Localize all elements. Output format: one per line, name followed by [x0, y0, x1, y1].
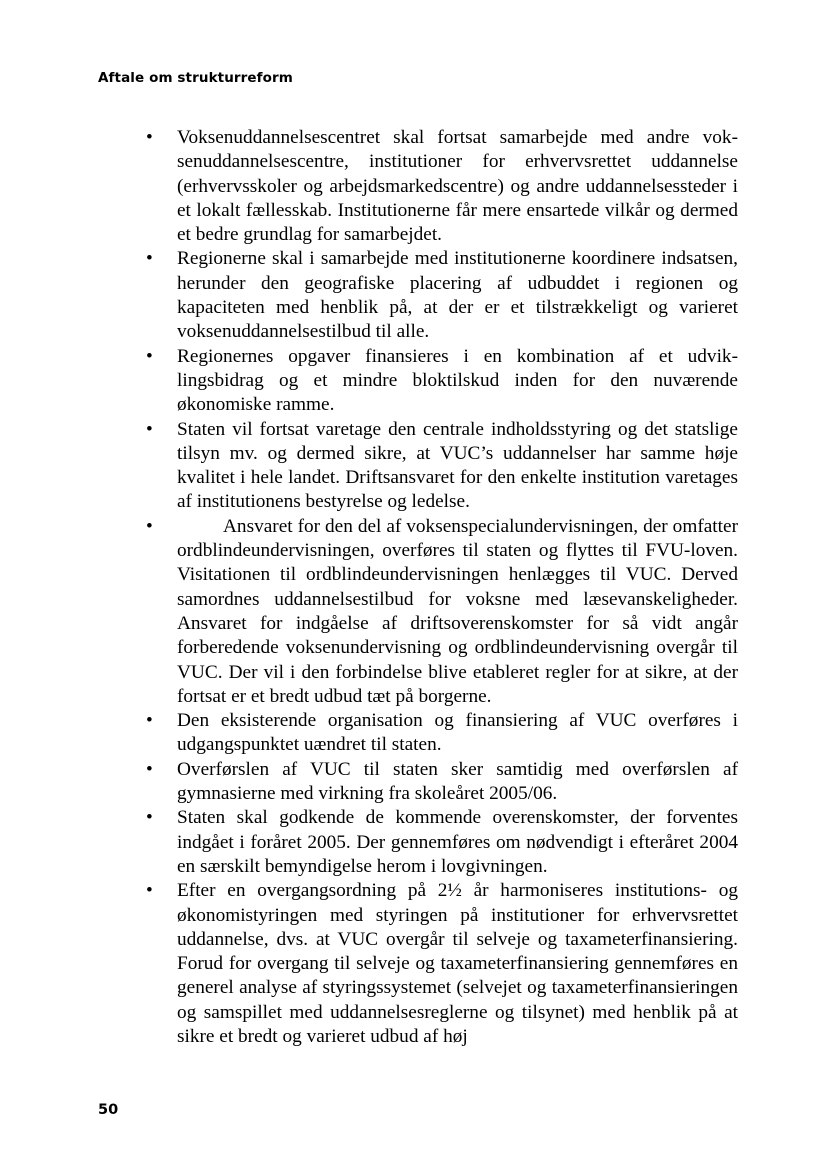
list-item [0, 247, 738, 344]
bullet-text: Efter en overgangsordning på 2½ år harmoniseres institutions- og økonomistyringen med styringen på institutioner for erhvervsrettet uddannelse, dvs. at VUC overgår til selveje og taxameterfinansiering. Forud for overgang til selveje og taxameterfinansiering gennemføres en generel analyse af styringssystemet (selvejet og taxameterfinansieringen og samspillet med uddannelsesreglerne og tilsynet) med henblik på at sikre et bredt og varieret udbud af høj [177, 880, 738, 1047]
bullet-mark: • [146, 710, 153, 732]
list-item [0, 709, 738, 758]
bullet-mark: • [146, 807, 153, 829]
bullet-mark: • [146, 345, 153, 367]
bullet-list [0, 126, 827, 1049]
list-item [0, 345, 738, 418]
bullet-text: Den eksisterende organisation og finansiering af VUC overføres i udgangspunktet uændret til staten. [177, 710, 738, 756]
bullet-text: Staten skal godkende de kommende overenskomster, der forventes indgået i foråret 2005. Der gennemføres om nødvendigt i efteråret 2004 en særskilt bemyndigelse herom i lovgivningen. [177, 807, 738, 877]
bullet-mark: • [146, 127, 153, 148]
bullet-text: Regionernes opgaver finansieres i en kombination af et udviklingsbidrag og et mindre bloktilskud inden for den nuværende økonomiske ramme. [177, 345, 738, 416]
bullet-mark: • [146, 880, 153, 902]
list-item [0, 126, 738, 247]
bullet-text: Regionerne skal i samarbejde med institutionerne koordinere indsatsen, herunder den geografiske placering af udbuddet i regionen og kapaciteten med henblik på, at der er et tilstrækkeligt og varieret voksenuddannelsestilbud til alle. [177, 248, 738, 343]
list-item [0, 806, 738, 879]
list-item [0, 758, 738, 807]
list-item [0, 418, 738, 515]
bullet-mark: • [146, 248, 153, 270]
bullet-text: Ansvaret for den del af voksenspecialundervisningen, der omfatter ordblindeundervisningen, overføres til staten og flyttes til FVU-loven. Visitationen til ordblindeundervisningen henlægges til VUC. Derved samordnes uddannelsestilbud for voksne med læsevanskeligheder. Ansvaret for indgåelse af driftsoverenskomster for så vidt angår forberedende voksenundervisning og ordblindeundervisning overgår til VUC. Der vil i den forbindelse blive etableret regler for at sikre, at der fortsat er et bredt udbud tæt på borgerne. [177, 515, 738, 707]
bullet-text: Voksenuddannelsescentret skal fortsat samarbejde med andre voksenuddannelsescentre, institutioner for erhvervsrettet uddannelse (erhvervsskoler og arbejdsmarkedscentre) og andre uddannelsessteder i et lokalt fællesskab. Institutionerne får mere ensartede vilkår og dermed et bedre grundlag for samarbejdet. [177, 127, 738, 246]
bullet-text: Overførslen af VUC til staten sker samtidig med overførslen af gymnasierne med virkning fra skoleåret 2005/06. [177, 758, 738, 805]
bullet-mark: • [146, 418, 153, 440]
bullet-mark: • [146, 758, 153, 780]
page-number: 50 [98, 1102, 119, 1118]
bullet-mark: • [146, 515, 153, 537]
list-item [0, 879, 738, 1049]
bullet-text: Staten vil fortsat varetage den centrale indholdsstyring og det statslige tilsyn mv. og dermed sikre, at VUC’s uddannelser har samme høje kvalitet i hele landet. Driftsansvaret for den enkelte institution varetages af institutionens bestyrelse og ledelse. [177, 418, 738, 513]
list-item [0, 515, 738, 709]
running-header: Aftale om strukturreform [98, 70, 293, 86]
